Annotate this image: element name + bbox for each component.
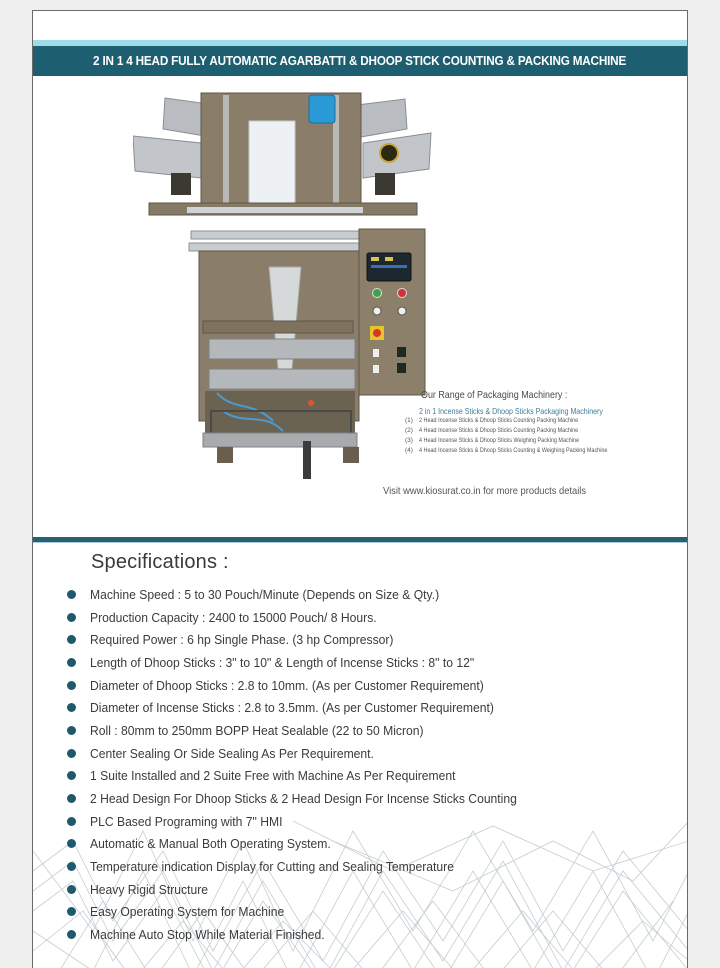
spec-text: Easy Operating System for Machine [90, 904, 285, 920]
spec-item [65, 696, 685, 719]
range-item-number: (2) [405, 427, 413, 434]
spec-text: Heavy Rigid Structure [90, 881, 209, 897]
spec-item [65, 787, 685, 810]
spec-item [65, 651, 685, 674]
spec-item [65, 583, 685, 606]
spec-text: Machine Speed : 5 to 30 Pouch/Minute (Depends on Size & Qty.) [90, 586, 440, 602]
specifications-list [65, 583, 685, 946]
range-item-number: (4) [405, 447, 413, 454]
spec-item [65, 628, 685, 651]
range-title: Our Range of Packaging Machinery : [421, 389, 568, 401]
spec-text: Diameter of Incense Sticks : 2.8 to 3.5mm. (As per Customer Requirement) [90, 700, 494, 716]
bullet-icon [67, 635, 76, 644]
spec-item [65, 742, 685, 765]
bullet-icon [67, 703, 76, 712]
bullet-icon [67, 862, 76, 871]
bullet-icon [67, 794, 76, 803]
spec-text: Center Sealing Or Side Sealing As Per Requirement. [90, 745, 374, 761]
spec-item [65, 901, 685, 924]
bullet-icon [67, 590, 76, 599]
bullet-icon [67, 658, 76, 667]
brochure-page [32, 10, 688, 968]
spec-text: PLC Based Programing with 7" HMI [90, 813, 283, 829]
bullet-icon [67, 726, 76, 735]
section-divider-accent [33, 542, 687, 543]
bullet-icon [67, 930, 76, 939]
spec-text: Length of Dhoop Sticks : 3" to 10" & Length of Incense Sticks : 8" to 12" [90, 654, 475, 670]
range-item [405, 446, 665, 456]
bullet-icon [67, 749, 76, 758]
bullet-icon [67, 681, 76, 690]
spec-text: Production Capacity : 2400 to 15000 Pouch/ 8 Hours. [90, 609, 377, 625]
spec-text: Diameter of Dhoop Sticks : 2.8 to 10mm. (As per Customer Requirement) [90, 677, 484, 693]
range-item [405, 426, 665, 436]
bullet-icon [67, 817, 76, 826]
spec-text: 1 Suite Installed and 2 Suite Free with Machine As Per Requirement [90, 768, 456, 784]
range-item-text: 2 Head Incense Sticks & Dhoop Sticks Counting Packing Machine [419, 417, 579, 424]
bullet-icon [67, 771, 76, 780]
range-item [405, 416, 665, 426]
spec-item [65, 855, 685, 878]
bullet-icon [67, 885, 76, 894]
bullet-icon [67, 907, 76, 916]
spec-text: Temperature indication Display for Cutting and Sealing Temperature [90, 859, 454, 875]
range-item [405, 436, 665, 446]
product-range-section [405, 389, 665, 456]
spec-text: Required Power : 6 hp Single Phase. (3 hp Compressor) [90, 632, 394, 648]
range-item-text: 4 Head Incense Sticks & Dhoop Sticks Weighing Packing Machine [419, 437, 580, 444]
spec-item [65, 833, 685, 856]
spec-text: Automatic & Manual Both Operating System. [90, 836, 331, 852]
spec-text: Roll : 80mm to 250mm BOPP Heat Sealable (22 to 50 Micron) [90, 722, 424, 738]
spec-item [65, 606, 685, 629]
range-item-text: 4 Head Incense Sticks & Dhoop Sticks Counting & Weighing Packing Machine [419, 447, 608, 454]
range-item-number: (3) [405, 437, 413, 444]
packing-machine-illustration [133, 81, 433, 481]
range-item-text: 4 Head Incense Sticks & Dhoop Sticks Counting Packing Machine [419, 427, 579, 434]
website-link-text: Visit www.kiosurat.co.in for more products details [383, 486, 587, 497]
spec-item [65, 878, 685, 901]
spec-text: 2 Head Design For Dhoop Sticks & 2 Head Design For Incense Sticks Counting [90, 791, 517, 807]
spec-item [65, 810, 685, 833]
range-subtitle: 2 in 1 Incense Sticks & Dhoop Sticks Packaging Machinery [419, 407, 603, 416]
bullet-icon [67, 613, 76, 622]
spec-item [65, 923, 685, 946]
bullet-icon [67, 839, 76, 848]
title-band [33, 46, 687, 76]
spec-item [65, 674, 685, 697]
range-item-number: (1) [405, 417, 413, 424]
spec-item [65, 765, 685, 788]
spec-item [65, 719, 685, 742]
spec-text: Machine Auto Stop While Material Finished. [90, 927, 325, 943]
specifications-heading: Specifications : [91, 551, 229, 573]
page-title: 2 IN 1 4 HEAD FULLY AUTOMATIC AGARBATTI & DHOOP STICK COUNTING & PACKING MACHINE [93, 54, 627, 68]
